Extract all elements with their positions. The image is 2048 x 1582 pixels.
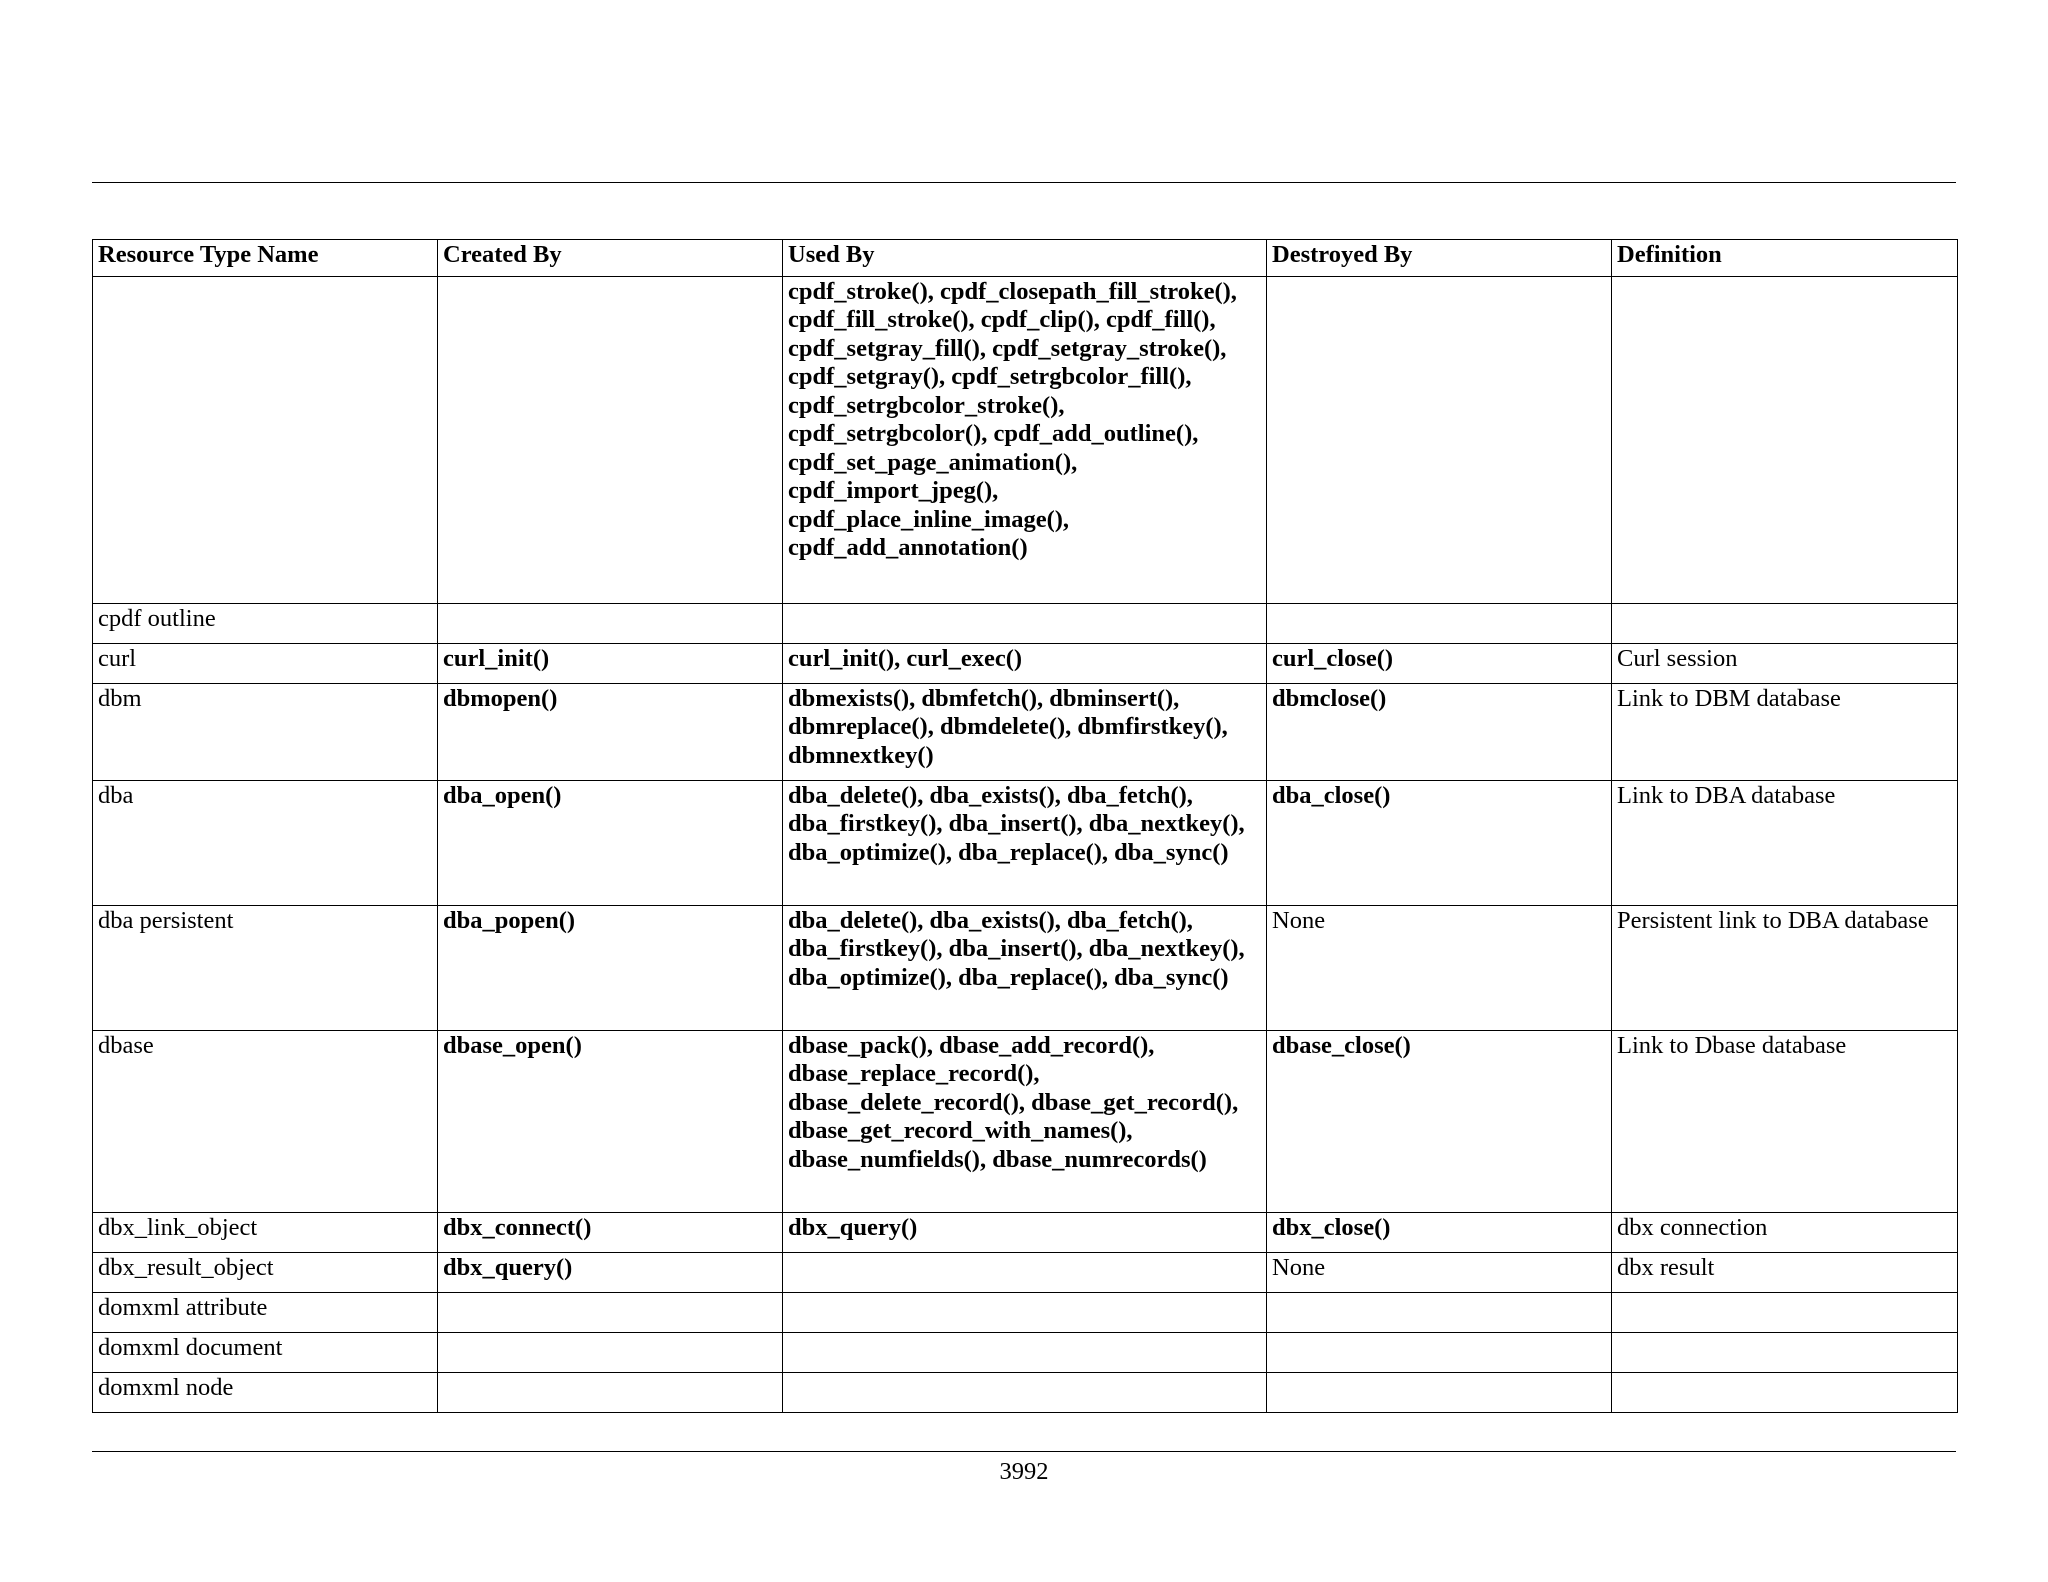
table-row (93, 276, 1958, 603)
resource-type-name: domxml document (93, 1332, 438, 1372)
definition (1612, 603, 1958, 643)
resource-type-name: dba persistent (93, 905, 438, 1030)
header-used-by: Used By (783, 240, 1267, 277)
destroyed-by: dbx_close() (1267, 1212, 1612, 1252)
used-by: curl_init(), curl_exec() (783, 643, 1267, 683)
used-by: dba_delete(), dba_exists(), dba_fetch(), dba_firstkey(), dba_insert(), dba_nextkey(), dba_optimize(), dba_replace(), dba_sync() (783, 905, 1267, 1030)
destroyed-by (1267, 1372, 1612, 1412)
used-by (783, 1292, 1267, 1332)
definition: Persistent link to DBA database (1612, 905, 1958, 1030)
definition (1612, 1332, 1958, 1372)
used-by (783, 1252, 1267, 1292)
resource-type-name: dba (93, 780, 438, 905)
definition: dbx result (1612, 1252, 1958, 1292)
created-by (438, 1332, 783, 1372)
created-by (438, 1292, 783, 1332)
destroyed-by (1267, 603, 1612, 643)
resource-type-name: dbase (93, 1030, 438, 1212)
created-by: dba_popen() (438, 905, 783, 1030)
destroyed-by: dbase_close() (1267, 1030, 1612, 1212)
definition: Link to DBA database (1612, 780, 1958, 905)
header-definition: Definition (1612, 240, 1958, 277)
header-created-by: Created By (438, 240, 783, 277)
resource-type-name: dbx_link_object (93, 1212, 438, 1252)
table-row (93, 1372, 1958, 1412)
definition (1612, 1292, 1958, 1332)
resource-type-name (93, 276, 438, 603)
table-row (93, 1030, 1958, 1212)
used-by (783, 603, 1267, 643)
table-header-row (93, 240, 1958, 277)
created-by: dbmopen() (438, 683, 783, 780)
table-row (93, 643, 1958, 683)
table-row (93, 603, 1958, 643)
created-by: dbase_open() (438, 1030, 783, 1212)
table-row (93, 780, 1958, 905)
table-row (93, 1332, 1958, 1372)
resource-type-name: dbm (93, 683, 438, 780)
destroyed-by (1267, 1332, 1612, 1372)
definition (1612, 276, 1958, 603)
destroyed-by: dbmclose() (1267, 683, 1612, 780)
destroyed-by: dba_close() (1267, 780, 1612, 905)
definition (1612, 1372, 1958, 1412)
created-by: dba_open() (438, 780, 783, 905)
created-by: dbx_connect() (438, 1212, 783, 1252)
used-by: dbase_pack(), dbase_add_record(), dbase_replace_record(), dbase_delete_record(), dbase_get_record(), dbase_get_record_with_names(), dbase_numfields(), dbase_numrecords() (783, 1030, 1267, 1212)
destroyed-by: None (1267, 905, 1612, 1030)
resource-type-name: curl (93, 643, 438, 683)
destroyed-by: curl_close() (1267, 643, 1612, 683)
destroyed-by (1267, 1292, 1612, 1332)
used-by (783, 1332, 1267, 1372)
table-row (93, 683, 1958, 780)
table-row (93, 1252, 1958, 1292)
definition: Curl session (1612, 643, 1958, 683)
resource-type-name: domxml node (93, 1372, 438, 1412)
used-by (783, 1372, 1267, 1412)
created-by (438, 603, 783, 643)
definition: Link to Dbase database (1612, 1030, 1958, 1212)
created-by: dbx_query() (438, 1252, 783, 1292)
resource-type-name: cpdf outline (93, 603, 438, 643)
table-row (93, 905, 1958, 1030)
created-by: curl_init() (438, 643, 783, 683)
used-by: dba_delete(), dba_exists(), dba_fetch(), dba_firstkey(), dba_insert(), dba_nextkey(), dba_optimize(), dba_replace(), dba_sync() (783, 780, 1267, 905)
used-by: dbmexists(), dbmfetch(), dbminsert(), dbmreplace(), dbmdelete(), dbmfirstkey(), dbmnextkey() (783, 683, 1267, 780)
resource-type-name: domxml attribute (93, 1292, 438, 1332)
definition: dbx connection (1612, 1212, 1958, 1252)
header-rule (92, 182, 1956, 183)
destroyed-by: None (1267, 1252, 1612, 1292)
header-resource-type-name: Resource Type Name (93, 240, 438, 277)
footer-rule (92, 1451, 1956, 1452)
page-number: 3992 (999, 1458, 1049, 1485)
header-destroyed-by: Destroyed By (1267, 240, 1612, 277)
destroyed-by (1267, 276, 1612, 603)
created-by (438, 276, 783, 603)
used-by: cpdf_stroke(), cpdf_closepath_fill_stroke(), cpdf_fill_stroke(), cpdf_clip(), cpdf_fill(), cpdf_setgray_fill(), cpdf_setgray_stroke(), cpdf_setgray(), cpdf_setrgbcolor_fill(), cpdf_setrgbcolor_stroke(), cpdf_setrgbcolor(), cpdf_add_outline(), cpdf_set_page_animation(), cpdf_import_jpeg(), cpdf_place_inline_image(), cpdf_add_annotation() (783, 276, 1267, 603)
table-row (93, 1292, 1958, 1332)
resource-type-name: dbx_result_object (93, 1252, 438, 1292)
resource-types-table (92, 239, 1958, 1413)
used-by: dbx_query() (783, 1212, 1267, 1252)
definition: Link to DBM database (1612, 683, 1958, 780)
created-by (438, 1372, 783, 1412)
table-row (93, 1212, 1958, 1252)
